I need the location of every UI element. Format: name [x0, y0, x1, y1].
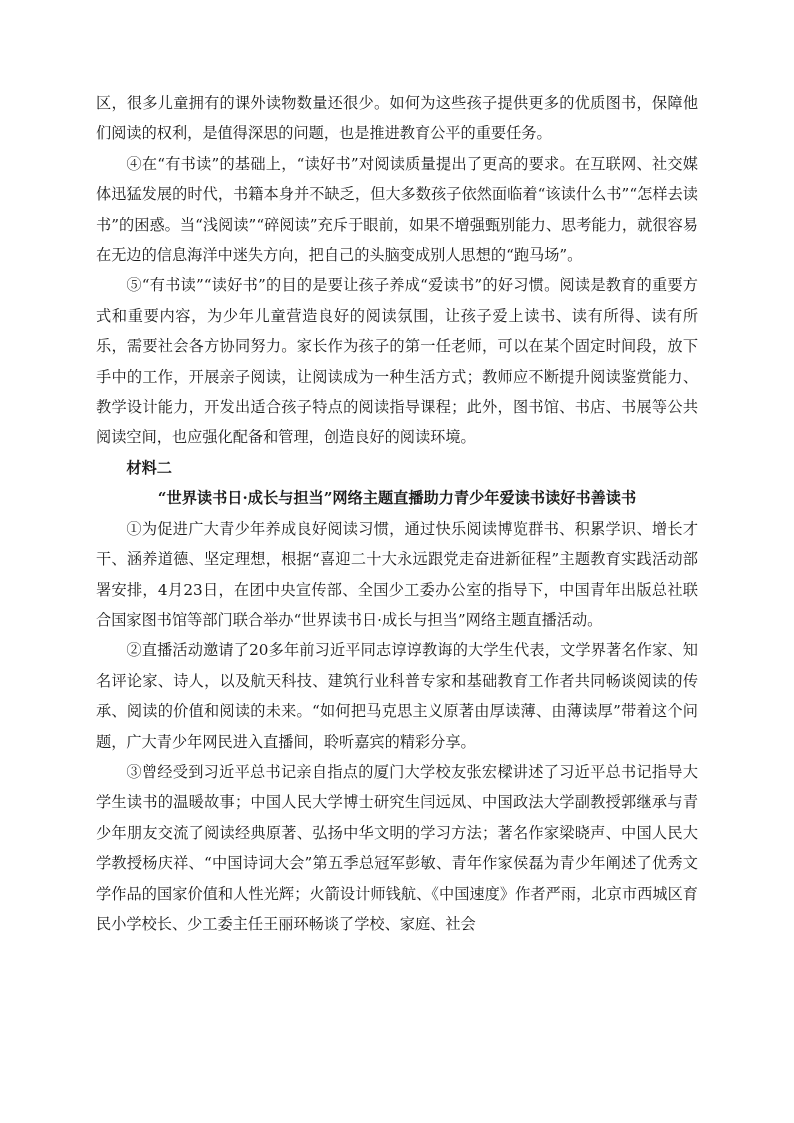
paragraph-continuation: 区，很多儿童拥有的课外读物数量还很少。如何为这些孩子提供更多的优质图书，保障他们阅读的权利，是值得深思的问题，也是推进教育公平的重要任务。	[96, 94, 698, 143]
paragraph-4: ④在“有书读”的基础上，“读好书”对阅读质量提出了更高的要求。在互联网、社交媒体迅猛发展的时代，书籍本身并不缺乏，但大多数孩子依然面临着“该读什么书”“怎样去读书”的困惑。当“浅阅读”“碎阅读”充斥于眼前，如果不增强甄别能力、思考能力，就很容易在无边的信息海洋中迷失方向，把自己的头脑变成别人思想的“跑马场”。	[96, 154, 698, 265]
article-title: “世界读书日·成长与担当”网络主题直播助力青少年爱读书读好书善读书	[157, 489, 637, 508]
material2-paragraph-2: ②直播活动邀请了20多年前习近平同志谆谆教诲的大学生代表，文学界著名作家、知名评论家、诗人，以及航天科技、建筑行业科普专家和基础教育工作者共同畅谈阅读的传承、阅读的价值和阅读的未来。“如何把马克思主义原著由厚读薄、由薄读厚”带着这个问题，广大青少年网民进入直播间，聆听嘉宾的精彩分享。	[96, 641, 698, 751]
paragraph-5: ⑤“有书读”“读好书”的目的是要让孩子养成“爱读书”的好习惯。阅读是教育的重要方式和重要内容，为少年儿童营造良好的阅读氛围，让孩子爱上读书、读有所得、读有所乐，需要社会各方协同努力。家长作为孩子的第一任老师，可以在某个固定时间段，放下手中的工作，开展亲子阅读，让阅读成为一种生活方式；教师应不断提升阅读鉴赏能力、教学设计能力，开发出适合孩子特点的阅读指导课程；此外，图书馆、书店、书展等公共阅读空间，也应强化配备和管理，创造良好的阅读环境。	[96, 276, 698, 447]
material2-paragraph-3: ③曾经受到习近平总书记亲自指点的厦门大学校友张宏樑讲述了习近平总书记指导大学生读书的温暖故事；中国人民大学博士研究生闫远凤、中国政法大学副教授郭继承与青少年朋友交流了阅读经典原著、弘扬中华文明的学习方法；著名作家梁晓声、中国人民大学教授杨庆祥、“中国诗词大会”第五季总冠军彭敏、青年作家侯磊为青少年阐述了优秀文学作品的国家价值和人性光辉；火箭设计师钱航、《中国速度》作者严雨，北京市西城区育民小学校长、少工委主任王丽环畅谈了学校、家庭、社会	[96, 762, 698, 933]
material2-paragraph-1: ①为促进广大青少年养成良好阅读习惯，通过快乐阅读博览群书、积累学识、增长才干、涵养道德、坚定理想，根据“喜迎二十大永远跟党走奋进新征程”主题教育实践活动部署安排，4月23日，在团中央宣传部、全国少工委办公室的指导下，中国青年出版总社联合国家图书馆等部门联合举办“世界读书日·成长与担当”网络主题直播活动。	[96, 519, 698, 629]
section-label: 材料二	[126, 458, 172, 477]
document-page	[96, 88, 698, 939]
